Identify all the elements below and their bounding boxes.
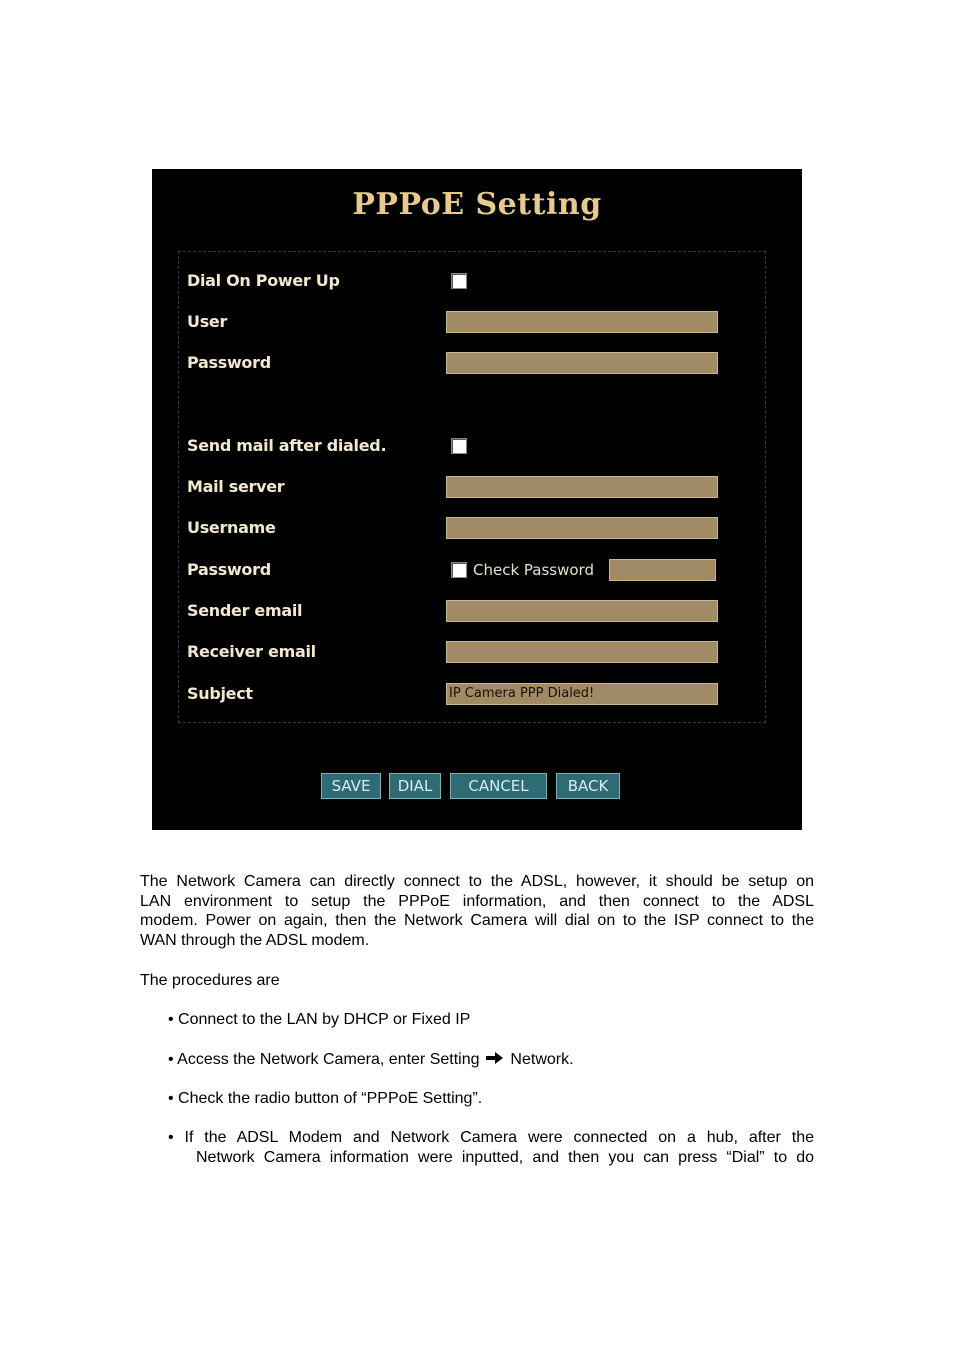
username-input[interactable] <box>446 517 718 539</box>
row-password <box>179 349 765 377</box>
para1-line-2: LAN environment to setup the PPPoE information, and then connect to the ADSL <box>140 892 814 910</box>
row-receiver-email <box>179 638 765 666</box>
dial-on-power-up-label: Dial On Power Up <box>187 271 340 290</box>
dial-button[interactable]: DIAL <box>389 773 441 799</box>
send-mail-label: Send mail after dialed. <box>187 436 387 455</box>
check-password-label: Check Password <box>473 561 594 579</box>
bullet-2-tail: Network. <box>510 1051 574 1068</box>
mail-password-input[interactable] <box>609 559 716 581</box>
bullet-2-text: • Access the Network Camera, enter Setting <box>168 1051 480 1068</box>
dial-on-power-up-checkbox[interactable] <box>451 273 467 289</box>
row-username <box>179 514 765 542</box>
bullet-4-line-2: Network Camera information were inputted, and then you can press “Dial” to do <box>196 1149 814 1166</box>
row-mail-server <box>179 473 765 501</box>
mail-server-label: Mail server <box>187 477 285 496</box>
row-user <box>179 308 765 336</box>
send-mail-checkbox[interactable] <box>451 438 467 454</box>
row-sender-email <box>179 597 765 625</box>
username-label: Username <box>187 518 276 537</box>
back-button[interactable]: BACK <box>556 773 620 799</box>
cancel-button[interactable]: CANCEL <box>450 773 547 799</box>
user-label: User <box>187 312 228 331</box>
sender-email-label: Sender email <box>187 601 303 620</box>
panel-title: PPPoE Setting <box>352 187 602 222</box>
row-send-mail <box>179 432 765 460</box>
receiver-email-input[interactable] <box>446 641 718 663</box>
password-input[interactable] <box>446 352 718 374</box>
receiver-email-label: Receiver email <box>187 642 316 661</box>
arrow-right-icon <box>486 1051 504 1065</box>
procedures-heading: The procedures are <box>140 972 280 989</box>
para1-line-4: WAN through the ADSL modem. <box>140 932 370 950</box>
intro-paragraph <box>140 872 814 951</box>
user-input[interactable] <box>446 311 718 333</box>
bullet-item-1: • Connect to the LAN by DHCP or Fixed IP <box>168 1011 471 1028</box>
bullet-item-2 <box>168 1050 814 1070</box>
bullet-item-3: • Check the radio button of “PPPoE Setting”. <box>168 1090 483 1107</box>
sender-email-input[interactable] <box>446 600 718 622</box>
password-label: Password <box>187 353 271 372</box>
save-button[interactable]: SAVE <box>321 773 381 799</box>
mail-password-label: Password <box>187 560 271 579</box>
pppoe-form <box>178 251 766 723</box>
para1-line-1: The Network Camera can directly connect to the ADSL, however, it should be setup on <box>140 873 814 890</box>
check-password-checkbox[interactable] <box>451 562 467 578</box>
subject-label: Subject <box>187 684 253 703</box>
para1-line-3: modem. Power on again, then the Network Camera will dial on to the ISP connect to the <box>140 912 814 930</box>
pppoe-setting-panel <box>152 169 802 830</box>
bullet-item-4 <box>168 1128 814 1168</box>
row-dial-on-power-up <box>179 267 765 295</box>
subject-input[interactable]: IP Camera PPP Dialed! <box>446 683 718 705</box>
mail-server-input[interactable] <box>446 476 718 498</box>
bullet-4-line-1: • If the ADSL Modem and Network Camera were connected on a hub, after the <box>168 1129 814 1146</box>
row-mail-password <box>179 556 765 584</box>
row-subject <box>179 680 765 708</box>
